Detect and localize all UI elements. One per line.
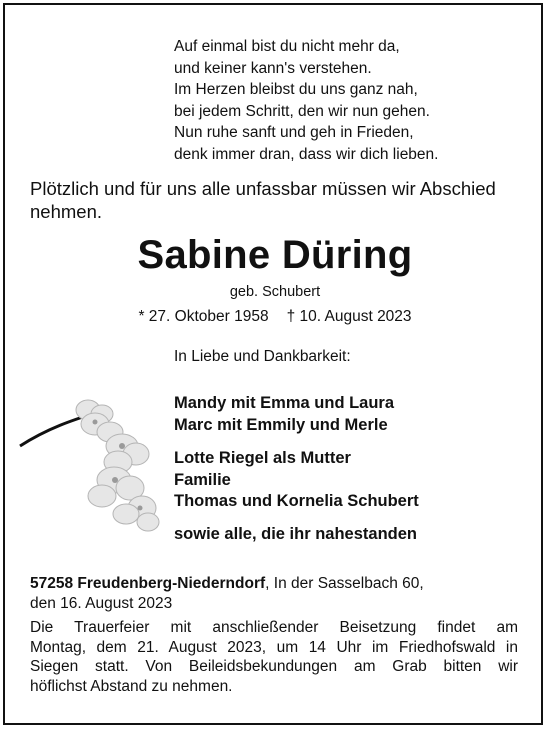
address-street: , In der Sasselbach 60, xyxy=(265,575,424,592)
poem-line: bei jedem Schritt, den wir nun gehen. xyxy=(174,102,430,120)
mourner-line: Mandy mit Emma und Laura xyxy=(174,394,395,412)
birth-date: * 27. Oktober 1958 xyxy=(138,308,269,325)
address-place: 57258 Freudenberg-Niederndorf xyxy=(30,575,266,592)
born-name: geb. Schubert xyxy=(229,284,321,300)
notice-line: Siegen statt. Von Beileidsbekundungen am Grab bitten wir xyxy=(30,658,518,675)
poem-line: Im Herzen bleibst du uns ganz nah, xyxy=(174,81,418,99)
intro-text xyxy=(30,177,530,223)
poem-line: Auf einmal bist du nicht mehr da, xyxy=(174,38,400,55)
poem-line: denk immer dran, dass wir dich lieben. xyxy=(174,145,439,163)
orchid-flower-icon xyxy=(18,396,163,536)
deceased-name: Sabine Düring xyxy=(137,233,413,277)
mourner-line: Marc mit Emmily und Merle xyxy=(174,415,388,434)
poem-line: Nun ruhe sanft und geh in Frieden, xyxy=(174,124,414,142)
intro-line: nehmen. xyxy=(30,201,102,222)
notice-line: Die Trauerfeier mit anschließender Beisetzung findet am xyxy=(30,619,518,636)
notice-line: Montag, dem 21. August 2023, um 14 Uhr im Friedhofswald in xyxy=(30,638,518,656)
poem-line: und keiner kann's verstehen. xyxy=(174,59,372,77)
mourner-line: Thomas und Kornelia Schubert xyxy=(174,492,419,510)
mourner-line: Lotte Riegel als Mutter xyxy=(174,449,351,467)
mourner-closing: sowie alle, die ihr nahestanden xyxy=(174,525,417,543)
address-block xyxy=(30,574,520,613)
notice-line: höflichst Abstand zu nehmen. xyxy=(30,677,233,695)
life-dates xyxy=(0,308,550,326)
death-date: † 10. August 2023 xyxy=(286,308,412,325)
mourner-group-children xyxy=(174,393,394,436)
mourner-group-family xyxy=(174,448,419,513)
poem xyxy=(174,36,504,166)
address-date: den 16. August 2023 xyxy=(30,594,173,612)
intro-line: Plötzlich und für uns alle unfassbar müssen wir Abschied xyxy=(30,178,496,199)
thanks-heading: In Liebe und Dankbarkeit: xyxy=(174,348,351,365)
mourner-line: Familie xyxy=(174,470,231,489)
funeral-notice xyxy=(30,618,518,696)
